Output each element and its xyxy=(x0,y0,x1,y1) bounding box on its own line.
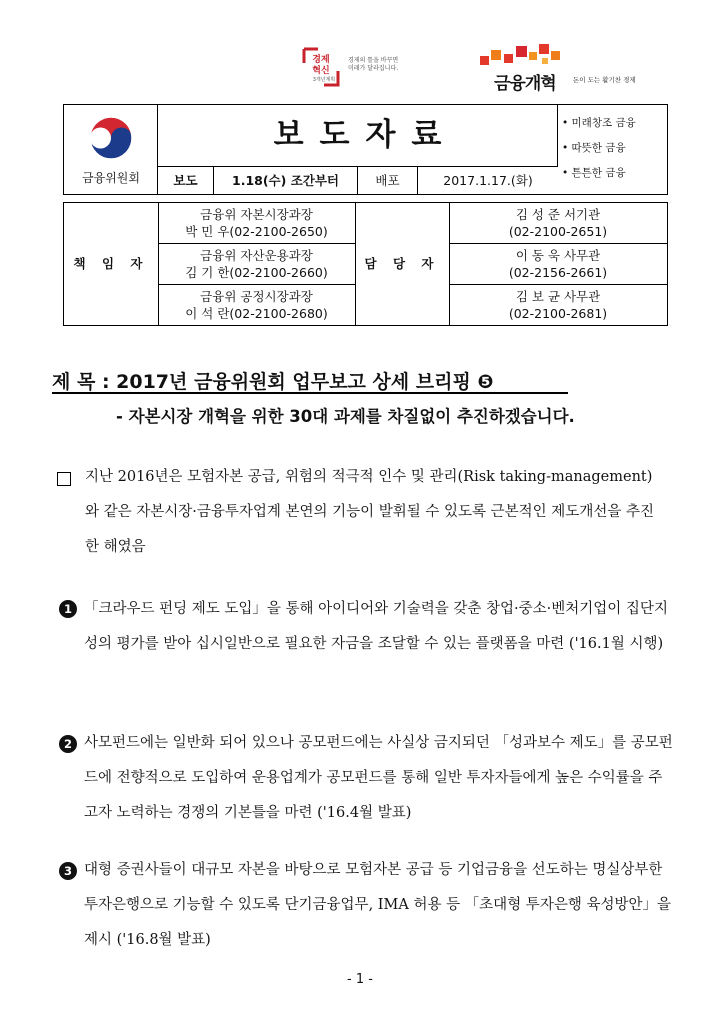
responsible-entry xyxy=(158,285,355,325)
responsible-dept: 금융위 공정시장과장 xyxy=(200,289,313,304)
responsible-dept: 금융위 자본시장과장 xyxy=(200,207,313,222)
org-name: 금융위원회 xyxy=(82,171,140,185)
subject-title: 제 목 : 2017년 금융위원회 업무보고 상세 브리핑 ❺ xyxy=(52,371,494,393)
item-1-text: 「크라우드 펀딩 제도 도입」을 통해 아이디어와 기술력을 갖춘 창업·중소·벤처기업이 집단지성의 평가를 받아 십시일반으로 필요한 자금을 조달할 수 있는 플랫폼을 마련 ('16.1월 시행) xyxy=(84,601,668,652)
slogan-bullet: • 따뜻한 금융 xyxy=(562,142,626,154)
org-seal-cell xyxy=(64,105,158,194)
reform-caption-line1: 경제의 틀을 바꾸면 xyxy=(348,57,399,64)
distribution-date: 2017.1.17.(화) xyxy=(443,173,533,188)
release-label: 보도 xyxy=(158,167,214,194)
slogan-bullet: • 튼튼한 금융 xyxy=(562,167,626,179)
staff-phone: (02-2100-2651) xyxy=(508,224,608,239)
staff-entry xyxy=(449,285,667,325)
staff-name: 김 성 준 서기관 xyxy=(515,207,601,222)
item-2-text: 사모펀드에는 일반화 되어 있으나 공모펀드에는 사실상 금지되던 「성과보수 제도」를 공모펀드에 전향적으로 도입하여 운용업계가 공모펀드를 통해 일반 투자자들에게 높은 수익률을 주고자 노력하는 경쟁의 기본틀을 마련 ('16.4월 발표) xyxy=(84,735,673,821)
contact-table xyxy=(63,202,668,326)
item-number-2: 2 xyxy=(59,735,77,753)
staff-phone: (02-2100-2681) xyxy=(508,306,608,321)
release-row xyxy=(158,167,558,194)
responsible-entry xyxy=(158,203,355,243)
subject-underline xyxy=(52,392,568,394)
intro-paragraph: 지난 2016년은 모험자본 공급, 위험의 적극적 인수 및 관리(Risk taking-management)와 같은 자본시장·금융투자업계 본연의 기능이 발휘될 수 있도록 근본적인 제도개선을 추진한 해였음 xyxy=(85,469,654,555)
checkbox-square-icon xyxy=(57,472,71,486)
responsible-person: 박 민 우(02-2100-2650) xyxy=(185,224,328,239)
reform-caption-line2: 미래가 달라집니다. xyxy=(348,65,399,72)
responsible-entry xyxy=(158,244,355,284)
slogan-bullet: • 미래창조 금융 xyxy=(562,117,636,129)
item-number-3: 3 xyxy=(59,862,77,880)
distribution-label: 배포 xyxy=(358,167,418,194)
release-time: 1.18(수) 조간부터 xyxy=(214,167,358,194)
reform-stamp-icon xyxy=(300,47,342,87)
item-3-text: 대형 증권사들이 대규모 자본을 바탕으로 모험자본 공급 등 기업금융을 선도하는 명실상부한 투자은행으로 기능할 수 있도록 단기금융업무, IMA 허용 등 「초대형 투자은행 육성방안」을 제시 ('16.8월 발표) xyxy=(84,862,671,948)
press-release-header xyxy=(63,104,668,195)
svg-text:경제: 경제 xyxy=(312,55,330,65)
item-number-1: 1 xyxy=(59,600,77,618)
page-number: - 1 - xyxy=(347,972,373,987)
responsible-label: 책 임 자 xyxy=(73,256,149,271)
subject-subtitle: - 자본시장 개혁을 위한 30대 과제를 차질없이 추진하겠습니다. xyxy=(116,407,575,426)
staff-entry xyxy=(449,203,667,243)
staff-name: 김 보 균 사무관 xyxy=(515,289,601,304)
staff-entry xyxy=(449,244,667,284)
responsible-person: 김 기 한(02-2100-2660) xyxy=(185,265,328,280)
title-cell xyxy=(158,105,558,167)
taegeuk-emblem-icon xyxy=(86,113,136,163)
staff-label: 담 당 자 xyxy=(364,256,440,271)
responsible-dept: 금융위 자산운용과장 xyxy=(200,248,313,263)
finance-reform-logo xyxy=(476,42,676,92)
staff-phone: (02-2156-2661) xyxy=(508,265,608,280)
svg-text:혁신: 혁신 xyxy=(312,66,330,76)
slogan-bullets xyxy=(558,105,667,194)
finance-title: 금융개혁 xyxy=(494,74,556,94)
staff-name: 이 동 욱 사무관 xyxy=(515,248,601,263)
doc-title: 보도자료 xyxy=(273,117,458,153)
economic-reform-logo xyxy=(300,47,430,87)
reform-caption xyxy=(348,57,398,73)
finance-slogan: 돈이 도는 활기찬 경제 xyxy=(573,76,636,84)
svg-text:3개년계획: 3개년계획 xyxy=(312,77,336,83)
responsible-person: 이 석 란(02-2100-2680) xyxy=(185,306,328,321)
